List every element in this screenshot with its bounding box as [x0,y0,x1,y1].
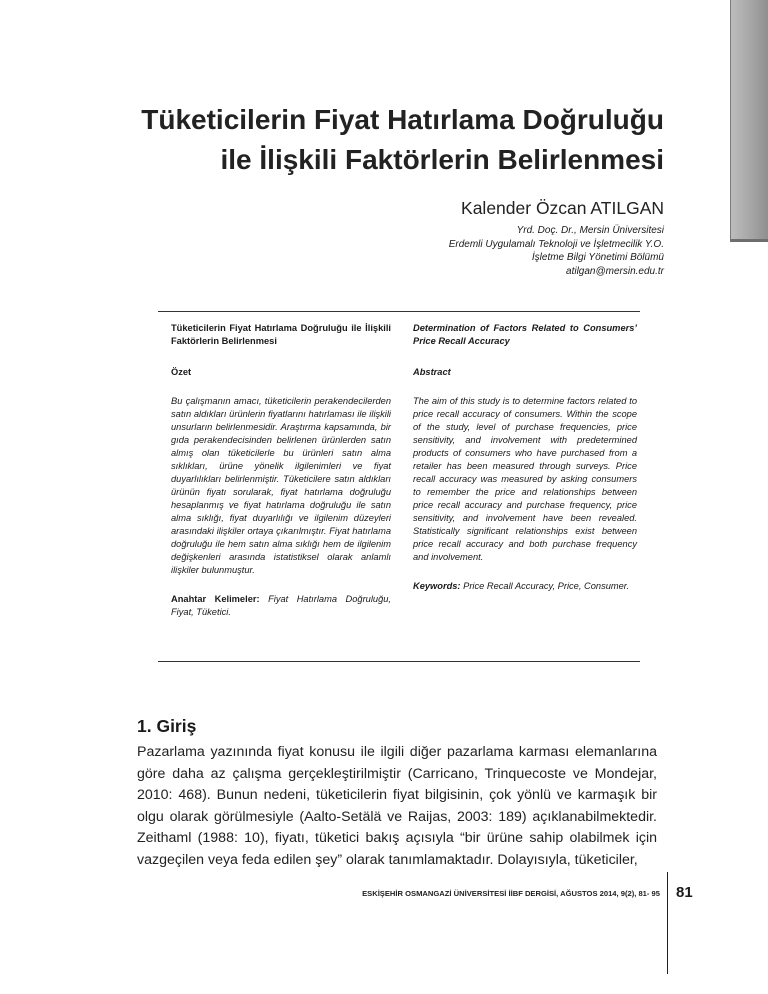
page-edge-tab [730,0,768,242]
english-abstract-heading: Abstract [413,367,451,377]
english-keywords [413,580,637,593]
english-abstract-text: The aim of this study is to determine factors related to price recall accuracy of consumers. Within the scope of the study, level of purchase frequencies, price sensitivity, and involvement with predetermined products of consumers who have purchased from a retailer has been measured through surveys. Price recall accuracy was measured by asking consumers to remember the price and relationships between price recall accuracy and purchase frequency, price sensitivity, and involvement have been revealed. Statistically significant relationships exist between price recall accuracy and both purchase frequency and involvement. [413,396,637,562]
turkish-keywords-text: Fiyat Hatırlama Doğruluğu, Fiyat, Tüketici. [171,594,391,617]
affiliation-line-1: Yrd. Doç. Dr., Mersin Üniversitesi [516,225,664,236]
author-email: atilgan@mersin.edu.tr [566,265,664,277]
turkish-abstract-column [171,322,391,619]
turkish-abstract-heading: Özet [171,367,192,377]
author-name: Kalender Özcan ATILGAN [461,198,664,218]
turkish-keywords-label: Anahtar Kelimeler: [171,594,260,604]
affiliation-line-2: Erdemli Uygulamalı Teknoloji ve İşletmecilik Y.O. [448,238,664,250]
turkish-keywords [171,593,391,619]
top-rule [158,311,640,312]
journal-footer: ESKİŞEHİR OSMANGAZİ ÜNİVERSİTESİ İİBF DERGİSİ, AĞUSTOS 2014, 9(2), 81- 95 [362,889,660,898]
english-keywords-text: Price Recall Accuracy, Price, Consumer. [463,581,630,591]
author-affiliation [264,224,664,278]
paper-title [64,100,664,180]
affiliation-line-3: İşletme Bilgi Yönetimi Bölümü [531,252,664,263]
english-abstract-column [413,322,637,593]
title-line-2: ile İlişkili Faktörlerin Belirlenmesi [220,144,664,175]
title-line-1: Tüketicilerin Fiyat Hatırlama Doğruluğu [141,104,664,135]
english-title: Determination of Factors Related to Consumers’ Price Recall Accuracy [413,323,637,346]
turkish-title: Tüketicilerin Fiyat Hatırlama Doğruluğu ile İlişkili Faktörlerin Belirlenmesi [171,323,391,346]
section-heading: 1. Giriş [137,716,197,736]
bottom-rule [158,661,640,662]
footer-divider [667,872,668,974]
turkish-abstract-text: Bu çalışmanın amacı, tüketicilerin perakendecilerden satın aldıkları ürünlerin fiyatlarını hatırlaması ile ilişkili unsurların belirlenmesidir. Araştırma kapsamında, bir gıda perakendecisinden belirlenen ürünlerden satın almış olan tüketicilerle bu ürünleri satın alma sıklıkları, ürüne yönelik ilgilenimleri ve fiyat duyarlılıkları belirlenmiştir. Tüketicilere satın aldıkları ürünün fiyatı sorularak, fiyat hatırlama doğruluğu hesaplanmış ve fiyat hatırlama doğruluğu ile satın alma sıklığı, fiyat duyarlılığı ve ilgilenim düzeyleri arasındaki ilişkiler ortaya çıkarılmıştır. Fiyat hatırlama doğruluğu ile hem satın alma sıklığı hem de ilgilenim değişkenleri arasında istatistiksel olarak anlamlı ilişkiler bulunmuştur. [171,396,391,575]
english-keywords-label: Keywords: [413,581,461,591]
body-paragraph: Pazarlama yazınında fiyat konusu ile ilgili diğer pazarlama karması elemanlarına göre daha az çalışma gerçekleştirilmiştir (Carricano, Trinquecoste ve Mondejar, 2010: 468). Bunun nedeni, tüketicilerin fiyat bilgisinin, çok yönlü ve karmaşık bir olgu olarak görülmesiyle (Aalto-Setälä ve Raijas, 2003: 189) açıklanabilmektedir. Zeithaml (1988: 10), fiyatı, tüketici bakış açısıyla “bir ürüne sahip olabilmek için vazgeçilen veya feda edilen şey” olarak tanımlamaktadır. Dolayısıyla, tüketiciler, [137,744,657,868]
page-number: 81 [676,884,693,901]
